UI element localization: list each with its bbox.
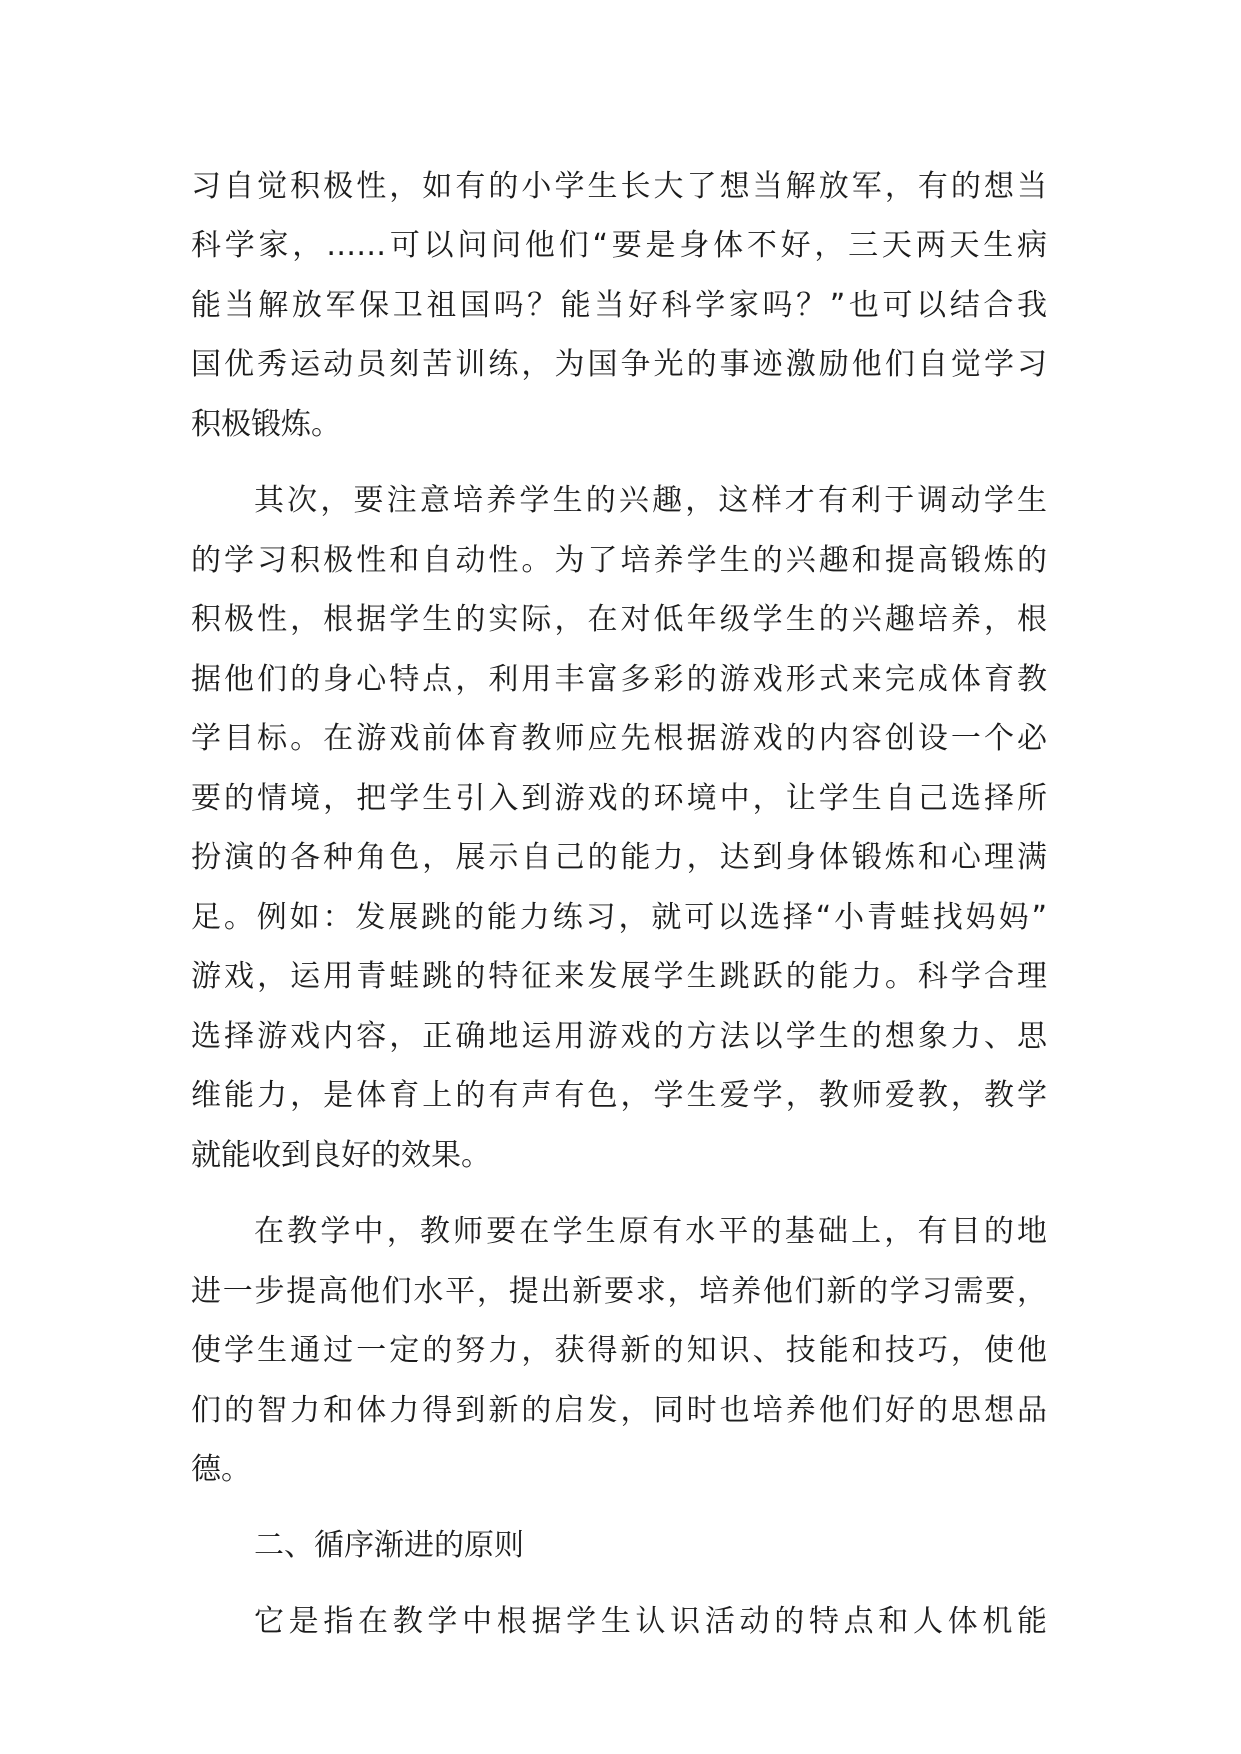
- text-line: 科学家，……可以问问他们“要是身体不好，三天两天生病: [191, 228, 1047, 263]
- text-line: 国优秀运动员刻苦训练，为国争光的事迹激励他们自觉学习: [191, 347, 1047, 382]
- text-line: 的学习积极性和自动性。为了培养学生的兴趣和提高锻炼的: [191, 543, 1047, 578]
- text-line: 德。: [191, 1452, 251, 1487]
- text-line: 其次，要注意培养学生的兴趣，这样才有利于调动学生: [254, 483, 1047, 518]
- text-line: 在教学中，教师要在学生原有水平的基础上，有目的地: [254, 1214, 1047, 1249]
- text-line: 能当解放军保卫祖国吗？能当好科学家吗？”也可以结合我: [191, 288, 1047, 323]
- text-line: 积极锻炼。: [191, 407, 341, 442]
- text-line: 要的情境，把学生引入到游戏的环境中，让学生自己选择所: [191, 781, 1047, 816]
- text-line: 游戏，运用青蛙跳的特征来发展学生跳跃的能力。科学合理: [191, 959, 1047, 994]
- text-line: 学目标。在游戏前体育教师应先根据游戏的内容创设一个必: [191, 721, 1047, 756]
- section-heading: 二、循序渐进的原则: [254, 1528, 524, 1563]
- text-line: 积极性，根据学生的实际，在对低年级学生的兴趣培养，根: [191, 602, 1047, 637]
- text-line: 们的智力和体力得到新的启发，同时也培养他们好的思想品: [191, 1393, 1047, 1428]
- text-line: 扮演的各种角色，展示自己的能力，达到身体锻炼和心理满: [191, 840, 1047, 875]
- text-line: 它是指在教学中根据学生认识活动的特点和人体机能: [254, 1604, 1047, 1639]
- text-line: 使学生通过一定的努力，获得新的知识、技能和技巧，使他: [191, 1333, 1047, 1368]
- text-line: 据他们的身心特点，利用丰富多彩的游戏形式来完成体育教: [191, 662, 1047, 697]
- text-line: 足。例如：发展跳的能力练习，就可以选择“小青蛙找妈妈”: [191, 900, 1047, 935]
- text-line: 进一步提高他们水平，提出新要求，培养他们新的学习需要，: [191, 1274, 1047, 1309]
- text-line: 就能收到良好的效果。: [191, 1138, 491, 1173]
- text-line: 选择游戏内容，正确地运用游戏的方法以学生的想象力、思: [191, 1019, 1047, 1054]
- text-line: 维能力，是体育上的有声有色，学生爱学，教师爱教，教学: [191, 1078, 1047, 1113]
- text-line: 习自觉积极性，如有的小学生长大了想当解放军，有的想当: [191, 169, 1047, 204]
